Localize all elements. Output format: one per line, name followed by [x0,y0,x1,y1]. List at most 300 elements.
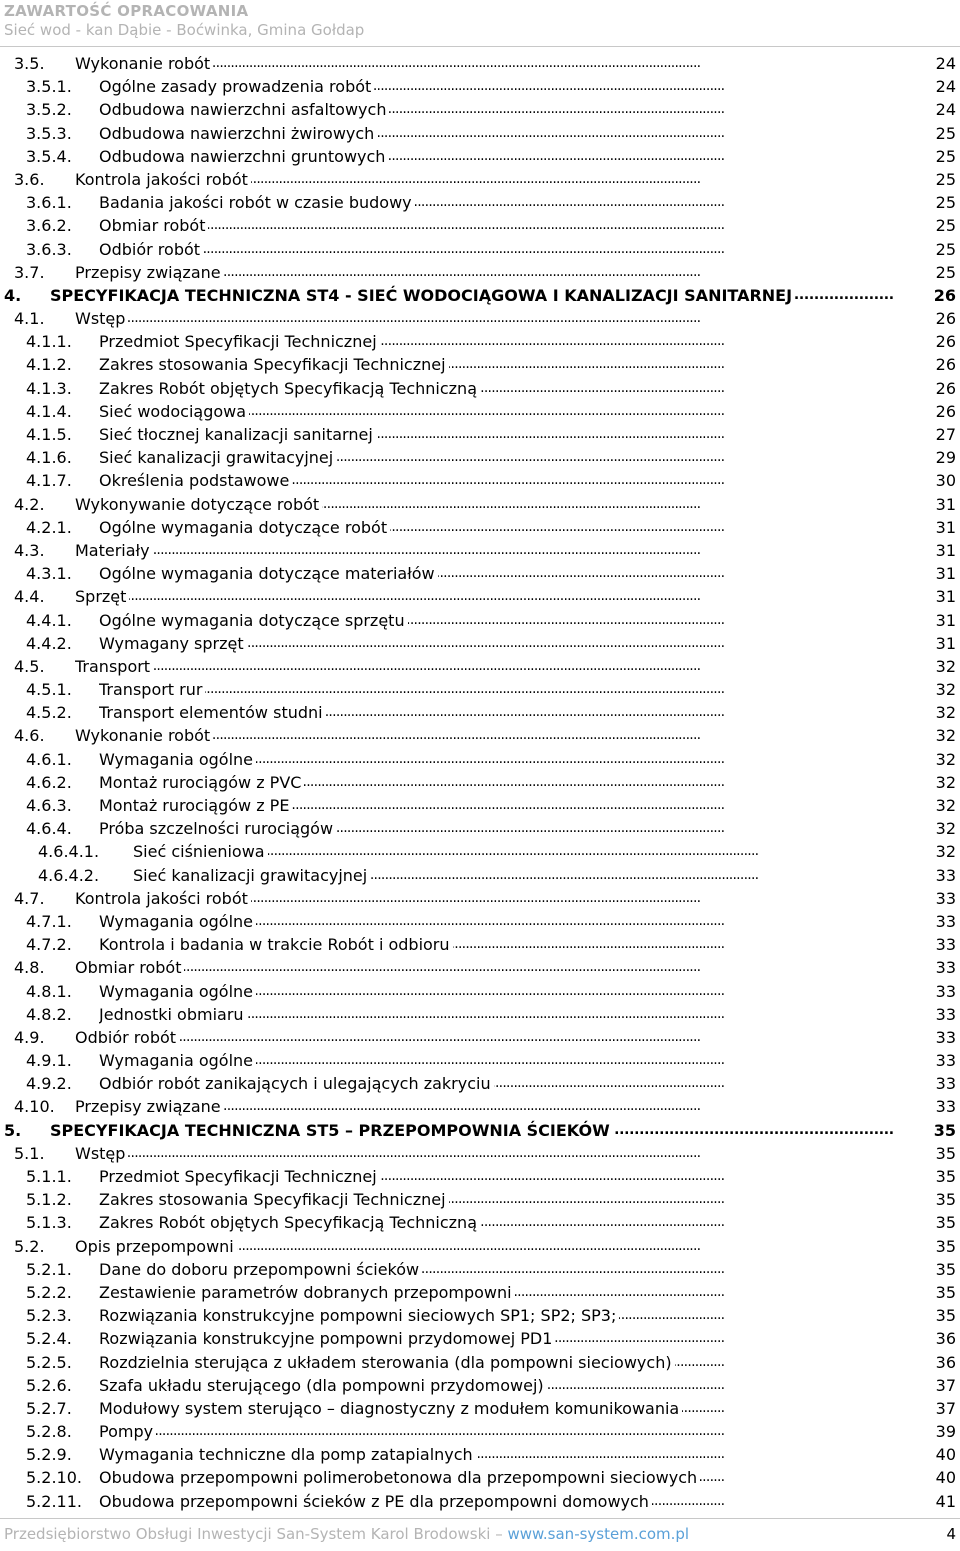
toc-entry-leader [75,493,936,516]
toc-entry-page: 32 [935,819,956,839]
toc-entry-number: 4.1.3. [26,378,72,398]
toc-entry-number: 5.2.3. [26,1306,72,1326]
toc-entry-page: 41 [935,1491,956,1511]
toc-entry-page: 30 [935,471,956,491]
toc-entry-title: Opis przepompowni [75,1237,237,1256]
toc-entry-page: 35 [933,1120,956,1140]
toc-entry-leader [50,1119,936,1142]
toc-entry-leader [99,1443,936,1466]
toc-entry-leader [50,284,936,307]
toc-entry-title: Sieć kanalizacji grawitacyjnej [133,866,370,885]
toc-entry-number: 4.2.1. [26,517,72,537]
toc-entry[interactable] [0,771,960,794]
toc-entry-number: 3.6. [14,169,45,189]
toc-entry-title: Przepisy związane [75,263,224,282]
toc-entry-leader [99,609,936,632]
toc-entry-number: 4.6. [14,726,45,746]
toc-entry[interactable] [0,214,960,237]
toc-entry-page: 31 [935,517,956,537]
toc-entry-page: 35 [935,1190,956,1210]
toc-entry-number: 3.5. [14,54,45,73]
toc-entry-page: 26 [935,378,956,398]
toc-entry-title: Badania jakości robót w czasie budowy [99,193,415,212]
toc-entry-number: 4.7.1. [26,911,72,931]
toc-entry-page: 39 [935,1422,956,1442]
toc-entry[interactable] [0,840,960,863]
toc-entry-number: 4.6.1. [26,749,72,769]
toc-entry[interactable] [0,1304,960,1327]
toc-entry-title: Sieć wodociągowa [99,402,249,421]
toc-entry-leader [99,1374,936,1397]
toc-entry-number: 4.1.7. [26,471,72,491]
toc-entry-page: 33 [935,1074,956,1094]
toc-entry[interactable] [0,1188,960,1211]
toc-entry-page: 25 [935,239,956,259]
toc-entry-page: 32 [935,680,956,700]
toc-entry[interactable] [0,238,960,261]
toc-entry-number: 4.1.4. [26,401,72,421]
toc-entry-leader [99,1397,936,1420]
toc-entry-title: Odbudowa nawierzchni gruntowych [99,147,388,166]
toc-entry-number: 4.4.1. [26,610,72,630]
toc-entry-page: 33 [935,865,956,885]
toc-entry-leader [99,678,936,701]
toc-entry-title: Odbiór robót zanikających i ulegających zakryciu [99,1074,494,1093]
toc-entry-page: 26 [935,401,956,421]
toc-entry[interactable] [0,1374,960,1397]
toc-entry-page: 33 [935,888,956,908]
toc-entry-leader [99,330,936,353]
toc-entry-leader [75,1235,936,1258]
toc-entry-page: 25 [935,146,956,166]
toc-entry[interactable] [0,933,960,956]
toc-entry-leader [99,980,936,1003]
toc-entry[interactable] [0,817,960,840]
toc-entry-title: Montaż rurociągów z PE [99,796,292,815]
toc-entry-title: SPECYFIKACJA TECHNICZNA ST5 – PRZEPOMPOWNIA ŚCIEKÓW [50,1121,613,1140]
toc-entry[interactable] [0,145,960,168]
toc-entry-page: 35 [935,1167,956,1186]
table-of-contents [0,52,960,1513]
toc-entry-leader [75,261,936,284]
toc-entry-leader [75,1095,936,1118]
toc-entry-number: 3.7. [14,262,45,282]
toc-entry-leader [99,1072,936,1095]
toc-entry[interactable] [0,1397,960,1420]
header-divider [0,46,960,47]
toc-entry-title: Przedmiot Specyfikacji Technicznej [99,332,380,351]
toc-entry-leader [99,191,936,214]
toc-entry-title: Kontrola jakości robót [75,170,251,189]
toc-entry-leader [99,446,936,469]
toc-entry[interactable] [0,655,960,678]
toc-entry-title: Materiały [75,541,153,560]
toc-entry-title: Wymagania ogólne [99,750,256,769]
toc-entry-page: 33 [935,1004,956,1024]
toc-entry[interactable] [0,191,960,214]
toc-entry-page: 25 [935,262,956,282]
toc-entry-title: Próba szczelności rurociągów [99,819,336,838]
toc-entry-leader [75,52,936,75]
toc-entry[interactable] [0,562,960,585]
toc-entry-number: 5.2.2. [26,1282,72,1302]
toc-entry-leader [99,771,936,794]
toc-entry-title: Zestawienie parametrów dobranych przepompowni [99,1283,515,1302]
toc-entry-title: Ogólne wymagania dotyczące robót [99,518,390,537]
toc-entry-page: 31 [935,633,956,653]
toc-entry-page: 26 [935,355,956,375]
toc-entry[interactable] [0,1072,960,1095]
toc-entry-number: 4.6.4.1. [38,842,100,862]
toc-entry-number: 4.9. [14,1027,45,1047]
toc-entry-leader [75,724,936,747]
toc-entry-number: 4.6.4. [26,819,72,839]
toc-entry-page: 35 [935,1259,956,1279]
toc-entry-title: Wymagania techniczne dla pomp zatapialnych [99,1445,476,1464]
toc-entry[interactable] [0,516,960,539]
toc-entry[interactable] [0,307,960,330]
toc-entry-title: Pompy [99,1422,156,1441]
toc-entry[interactable] [0,493,960,516]
toc-entry-number: 5.1.2. [26,1190,72,1210]
toc-entry-page: 31 [935,564,956,584]
toc-entry-number: 5.2.5. [26,1352,72,1372]
toc-entry-leader [75,585,936,608]
toc-entry-leader [75,887,936,910]
toc-entry-title: Ogólne wymagania dotyczące sprzętu [99,611,408,630]
toc-entry-leader [75,956,936,979]
toc-entry-page: 33 [935,1051,956,1071]
toc-entry-page: 29 [935,448,956,468]
toc-entry[interactable] [0,724,960,747]
toc-entry-leader [99,632,936,655]
toc-entry-leader [99,794,936,817]
toc-entry-number: 4.3.1. [26,564,72,584]
toc-entry[interactable] [0,632,960,655]
toc-entry-number: 4.10. [14,1097,55,1117]
toc-entry-leader [99,1003,936,1026]
toc-entry-page: 35 [935,1143,956,1163]
toc-entry[interactable] [0,678,960,701]
toc-entry-page: 40 [935,1468,956,1488]
toc-entry-number: 4.2. [14,494,45,514]
toc-entry-number: 4.8.2. [26,1004,72,1024]
toc-entry-number: 3.6.2. [26,216,72,236]
toc-entry-title: Ogólne zasady prowadzenia robót [99,77,374,96]
toc-entry-title: Sieć ciśnieniowa [133,842,268,861]
toc-entry-page: 24 [935,77,956,97]
header-subtitle: Sieć wod - kan Dąbie - Boćwinka, Gmina Gołdap [4,21,365,39]
toc-entry[interactable] [0,585,960,608]
toc-entry[interactable] [0,1211,960,1234]
toc-entry-page: 32 [935,772,956,792]
toc-entry[interactable] [0,539,960,562]
toc-entry-number: 5.2.4. [26,1329,72,1349]
toc-entry-number: 3.6.3. [26,239,72,259]
toc-entry-page: 35 [935,1213,956,1233]
toc-entry-number: 5.1. [14,1143,45,1163]
toc-entry-leader [99,910,936,933]
toc-entry-leader [99,562,936,585]
toc-entry-number: 4.8.1. [26,981,72,1001]
toc-entry[interactable] [0,748,960,771]
toc-entry-leader [75,655,936,678]
toc-entry-number: 3.5.2. [26,100,72,120]
toc-entry-number: 4.4.2. [26,633,72,653]
toc-entry[interactable] [0,446,960,469]
toc-entry-number: 4.1.2. [26,355,72,375]
toc-entry-title: Obmiar robót [99,216,208,235]
header-title: ZAWARTOŚĆ OPRACOWANIA [4,2,249,20]
toc-entry-leader [99,1466,936,1489]
toc-entry-leader [99,516,936,539]
toc-entry[interactable] [0,261,960,284]
toc-entry-page: 37 [935,1398,956,1418]
toc-entry-number: 5.2. [14,1236,45,1256]
toc-entry-title: Rozwiązania konstrukcyjne pompowni sieciowych SP1; SP2; SP3; [99,1306,619,1325]
toc-entry-page: 32 [935,749,956,769]
toc-entry-number: 4.1.1. [26,332,72,352]
toc-entry-page: 25 [935,169,956,189]
toc-entry-page: 33 [935,1097,956,1117]
toc-entry-leader [75,1026,936,1049]
toc-entry-leader [99,933,936,956]
toc-entry-title: Modułowy system sterująco – diagnostyczny z modułem komunikowania [99,1399,682,1418]
toc-entry-title: Wykonywanie dotyczące robót [75,495,322,514]
toc-entry-number: 4.5. [14,656,45,676]
toc-entry-title: Sieć tłocznej kanalizacji sanitarnej [99,425,376,444]
footer-divider [0,1518,960,1519]
toc-entry[interactable] [0,1443,960,1466]
toc-entry-title: Zakres Robót objętych Specyfikacją Techniczną [99,379,480,398]
toc-entry[interactable] [0,1490,960,1513]
toc-entry-leader [99,423,936,446]
toc-entry-page: 31 [935,494,956,514]
toc-entry[interactable] [0,1420,960,1443]
toc-entry[interactable] [0,1142,960,1165]
toc-entry-number: 4.1.5. [26,425,72,444]
footer-page-number: 4 [946,1525,956,1543]
toc-entry-number: 4.6.2. [26,772,72,792]
toc-entry-leader [75,168,936,191]
toc-entry-number: 3.5.3. [26,123,72,143]
toc-entry-leader [99,1188,936,1211]
toc-entry-title: Wstęp [75,1144,128,1163]
toc-entry-page: 35 [935,1282,956,1302]
toc-entry-page: 31 [935,540,956,560]
toc-entry-title: Przedmiot Specyfikacji Technicznej [99,1167,380,1186]
toc-entry-leader [99,1258,936,1281]
toc-entry[interactable] [0,1165,960,1188]
toc-entry-leader [99,1165,936,1188]
toc-entry-title: Odbudowa nawierzchni żwirowych [99,124,377,143]
toc-entry-title: SPECYFIKACJA TECHNICZNA ST4 - SIEĆ WODOCIĄGOWA I KANALIZACJI SANITARNEJ [50,286,795,305]
toc-entry-leader [99,75,936,98]
toc-entry-leader [75,1142,936,1165]
toc-entry-title: Wymagania ogólne [99,1051,256,1070]
toc-entry-page: 24 [935,100,956,120]
toc-entry[interactable] [0,794,960,817]
toc-entry-number: 4.9.1. [26,1051,72,1071]
toc-entry-number: 4.4. [14,587,45,607]
toc-entry-number: 5.2.10. [26,1468,82,1488]
toc-entry-leader [99,353,936,376]
toc-entry-title: Wymagany sprzęt [99,634,247,653]
toc-entry-title: Jednostki obmiaru [99,1005,247,1024]
toc-entry[interactable] [0,1235,960,1258]
toc-entry-number: 4.3. [14,540,45,560]
toc-entry-title: Wykonanie robót [75,54,213,73]
toc-entry-title: Obudowa przepompowni polimerobetonowa dla przepompowni sieciowych [99,1468,700,1487]
toc-entry-page: 35 [935,1306,956,1326]
toc-entry-leader [99,748,936,771]
toc-entry-title: Wymagania ogólne [99,982,256,1001]
toc-entry[interactable] [0,1258,960,1281]
toc-entry-title: Wymagania ogólne [99,912,256,931]
toc-entry[interactable] [0,609,960,632]
toc-entry-leader [75,539,936,562]
toc-entry[interactable] [0,887,960,910]
toc-entry[interactable] [0,1466,960,1489]
toc-entry-title: Odbiór robót [75,1028,179,1047]
toc-entry-title: Zakres Robót objętych Specyfikacją Techniczną [99,1213,480,1232]
toc-entry[interactable] [0,284,960,307]
toc-entry-leader [99,98,936,121]
toc-entry-leader [99,1351,936,1374]
toc-entry-leader [99,238,936,261]
toc-entry-title: Kontrola i badania w trakcie Robót i odbioru [99,935,453,954]
toc-entry-number: 4.1. [14,309,45,329]
toc-entry-number: 5. [4,1120,22,1140]
toc-entry-number: 4.7.2. [26,935,72,955]
toc-entry-title: Wykonanie robót [75,726,213,745]
toc-entry[interactable] [0,1049,960,1072]
toc-entry-number: 5.1.3. [26,1213,72,1233]
toc-entry[interactable] [0,400,960,423]
toc-entry-number: 3.5.4. [26,146,72,166]
toc-entry[interactable] [0,1095,960,1118]
toc-entry[interactable] [0,910,960,933]
toc-entry-page: 26 [935,309,956,329]
toc-entry[interactable] [0,864,960,887]
toc-entry-title: Obudowa przepompowni ścieków z PE dla przepompowni domowych [99,1492,652,1511]
toc-entry-page: 32 [935,656,956,676]
toc-entry-page: 25 [935,216,956,236]
toc-entry-page: 31 [935,610,956,630]
toc-entry[interactable] [0,1119,960,1142]
toc-entry-page: 36 [935,1352,956,1372]
toc-entry-title: Dane do doboru przepompowni ścieków [99,1260,422,1279]
toc-entry-title: Zakres stosowania Specyfikacji Technicznej [99,1190,449,1209]
toc-entry[interactable] [0,1351,960,1374]
toc-entry[interactable] [0,701,960,724]
toc-entry[interactable] [0,377,960,400]
toc-entry-leader [99,1211,936,1234]
toc-entry-page: 36 [935,1329,956,1349]
toc-entry-page: 32 [935,796,956,815]
toc-entry[interactable] [0,469,960,492]
toc-entry-number: 4.5.1. [26,680,72,700]
toc-entry[interactable] [0,330,960,353]
toc-entry-number: 3.6.1. [26,193,72,213]
toc-entry-title: Sieć kanalizacji grawitacyjnej [99,448,336,467]
toc-entry-page: 33 [935,935,956,955]
toc-entry[interactable] [0,980,960,1003]
toc-entry-leader [99,469,936,492]
page-header [4,2,954,40]
toc-entry-leader [133,864,936,887]
toc-entry-number: 4.6.3. [26,796,72,815]
toc-entry-title: Odbudowa nawierzchni asfaltowych [99,100,389,119]
toc-entry-title: Montaż rurociągów z PVC [99,773,304,792]
toc-entry-page: 26 [935,332,956,352]
toc-entry-page: 33 [935,911,956,931]
toc-entry-title: Transport rur [99,680,205,699]
toc-entry-number: 4.8. [14,958,45,978]
toc-entry-number: 5.2.11. [26,1491,82,1511]
toc-entry-leader [99,1327,936,1350]
toc-entry-title: Wstęp [75,309,128,328]
toc-entry-page: 32 [935,703,956,723]
toc-entry-page: 37 [935,1375,956,1395]
toc-entry[interactable] [0,1327,960,1350]
toc-entry-number: 4. [4,285,22,305]
toc-entry[interactable] [0,1026,960,1049]
toc-entry-title: Zakres stosowania Specyfikacji Technicznej [99,355,449,374]
toc-entry-number: 5.2.9. [26,1445,72,1465]
toc-entry-page: 33 [935,1027,956,1047]
toc-entry[interactable] [0,956,960,979]
toc-entry-leader [99,400,936,423]
toc-entry-title: Odbiór robót [99,240,203,259]
toc-entry-number: 3.5.1. [26,77,72,97]
footer-website-link[interactable]: www.san-system.com.pl [507,1525,690,1543]
toc-entry-title: Określenia podstawowe [99,471,292,490]
toc-entry-leader [99,1490,936,1513]
toc-entry-number: 5.1.1. [26,1167,72,1186]
toc-entry[interactable] [0,1003,960,1026]
toc-entry-page: 25 [935,193,956,213]
toc-entry-leader [99,377,936,400]
toc-entry-page: 32 [935,726,956,746]
toc-entry-title: Przepisy związane [75,1097,224,1116]
toc-entry-number: 4.6.4.2. [38,865,100,885]
toc-entry-page: 25 [935,123,956,143]
toc-entry-page: 33 [935,981,956,1001]
toc-entry-leader [99,701,936,724]
toc-entry-title: Rozdzielnia sterująca z układem sterowania (dla pompowni sieciowych) [99,1353,675,1372]
toc-entry-leader [99,122,936,145]
toc-entry[interactable] [0,122,960,145]
toc-entry-number: 4.7. [14,888,45,908]
toc-entry-number: 4.5.2. [26,703,72,723]
toc-entry[interactable] [0,52,960,75]
toc-entry-title: Obmiar robót [75,958,184,977]
toc-entry[interactable] [0,98,960,121]
toc-entry-number: 5.2.8. [26,1422,72,1442]
toc-entry-number: 5.2.7. [26,1398,72,1418]
toc-entry[interactable] [0,168,960,191]
toc-entry-title: Kontrola jakości robót [75,889,251,908]
toc-entry[interactable] [0,423,960,446]
toc-entry-leader [99,1281,936,1304]
toc-entry-page: 31 [935,587,956,607]
toc-entry[interactable] [0,75,960,98]
toc-entry[interactable] [0,353,960,376]
toc-entry-title: Transport elementów studni [99,703,326,722]
toc-entry[interactable] [0,1281,960,1304]
toc-entry-number: 5.2.6. [26,1375,72,1395]
